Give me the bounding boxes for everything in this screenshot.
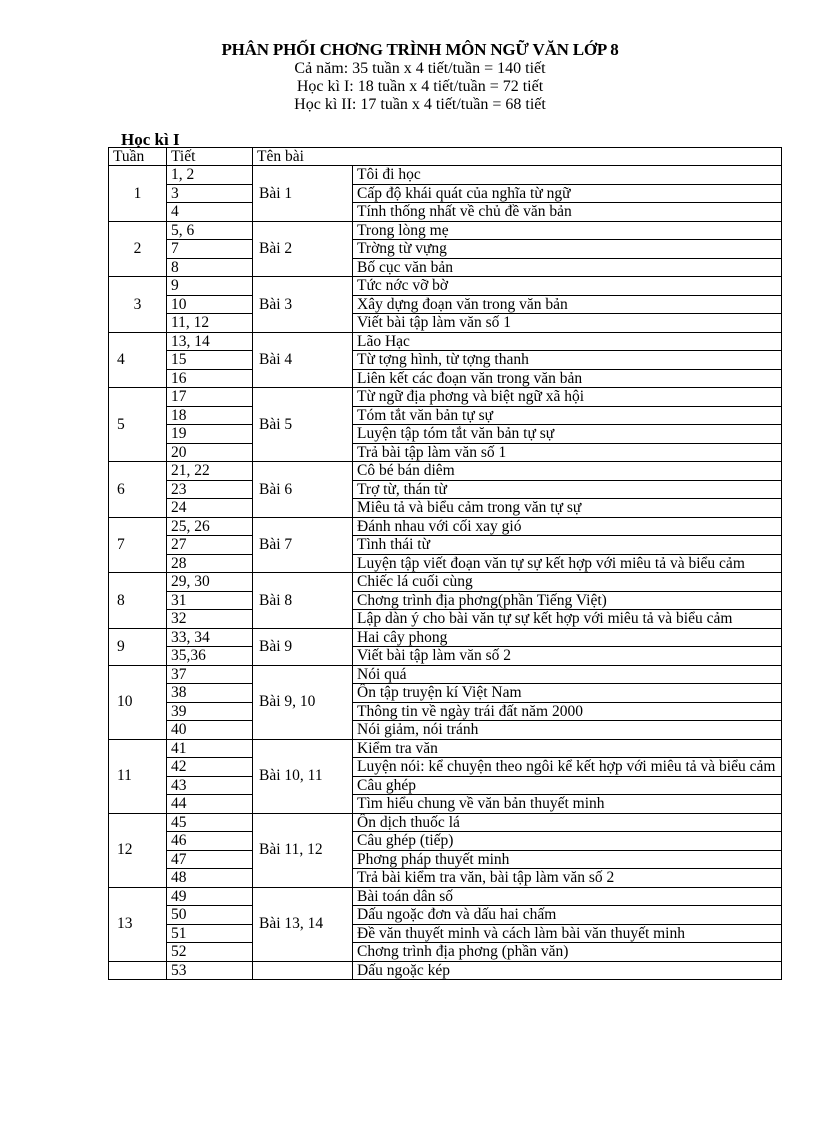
period-cell: 45 [167, 813, 253, 832]
week-cell: 4 [109, 332, 167, 388]
period-cell: 27 [167, 536, 253, 555]
lesson-title-cell: Xây dựng đoạn văn trong văn bản [353, 295, 782, 314]
table-row [109, 647, 782, 666]
period-cell: 13, 14 [167, 332, 253, 351]
period-cell: 4 [167, 203, 253, 222]
period-cell: 9 [167, 277, 253, 296]
period-cell: 39 [167, 702, 253, 721]
header-tiet: Tiết [167, 148, 253, 166]
lesson-title-cell: Nói quá [353, 665, 782, 684]
week-cell: 10 [109, 665, 167, 739]
lesson-title-cell: Tìm hiểu chung về văn bản thuyết minh [353, 795, 782, 814]
lesson-title-cell: Phơng pháp thuyết minh [353, 850, 782, 869]
lesson-title-cell: Dấu ngoặc đơn và dấu hai chấm [353, 906, 782, 925]
lesson-title-cell: Luyện tập tóm tắt văn bản tự sự [353, 425, 782, 444]
week-cell: 1 [109, 166, 167, 222]
table-row [109, 610, 782, 629]
period-cell: 21, 22 [167, 462, 253, 481]
table-row [109, 351, 782, 370]
table-row [109, 961, 782, 980]
lesson-title-cell: Trong lòng mẹ [353, 221, 782, 240]
table-row [109, 721, 782, 740]
table-row [109, 184, 782, 203]
week-cell: 9 [109, 628, 167, 665]
period-cell: 11, 12 [167, 314, 253, 333]
period-cell: 41 [167, 739, 253, 758]
table-row [109, 536, 782, 555]
week-cell: 6 [109, 462, 167, 518]
lesson-title-cell: Tình thái từ [353, 536, 782, 555]
period-cell: 38 [167, 684, 253, 703]
table-row [109, 240, 782, 259]
table-row [109, 924, 782, 943]
lesson-title-cell: Ôn dịch thuốc lá [353, 813, 782, 832]
table-row [109, 221, 782, 240]
period-cell: 29, 30 [167, 573, 253, 592]
lesson-title-cell: Cô bé bán diêm [353, 462, 782, 481]
table-row [109, 295, 782, 314]
period-cell: 28 [167, 554, 253, 573]
table-row [109, 203, 782, 222]
lesson-title-cell: Câu ghép [353, 776, 782, 795]
period-cell: 32 [167, 610, 253, 629]
period-cell: 20 [167, 443, 253, 462]
period-cell: 35,36 [167, 647, 253, 666]
period-cell: 53 [167, 961, 253, 980]
lesson-title-cell: Nói giảm, nói tránh [353, 721, 782, 740]
table-row [109, 758, 782, 777]
table-row [109, 258, 782, 277]
period-cell: 51 [167, 924, 253, 943]
table-row [109, 166, 782, 185]
table-header-row [109, 148, 782, 166]
lesson-title-cell: Cấp độ khái quát của nghĩa từ ngữ [353, 184, 782, 203]
week-cell: 12 [109, 813, 167, 887]
period-cell: 19 [167, 425, 253, 444]
table-row [109, 702, 782, 721]
table-row [109, 813, 782, 832]
table-row [109, 628, 782, 647]
table-row [109, 462, 782, 481]
table-row [109, 480, 782, 499]
lesson-group-cell: Bài 9, 10 [253, 665, 353, 739]
lesson-title-cell: Trả bài tập làm văn số 1 [353, 443, 782, 462]
table-row [109, 517, 782, 536]
period-cell: 15 [167, 351, 253, 370]
table-row [109, 906, 782, 925]
lesson-group-cell: Bài 7 [253, 517, 353, 573]
period-cell: 42 [167, 758, 253, 777]
period-cell: 50 [167, 906, 253, 925]
table-row [109, 739, 782, 758]
summary-semester-2: Học kì II: 17 tuần x 4 tiết/tuần = 68 tiết [294, 96, 546, 113]
week-cell: 5 [109, 388, 167, 462]
week-cell: 3 [109, 277, 167, 333]
lesson-title-cell: Bài toán dân số [353, 887, 782, 906]
summary-semester-1: Học kì I: 18 tuần x 4 tiết/tuần = 72 tiết [296, 78, 544, 95]
period-cell: 47 [167, 850, 253, 869]
lesson-group-cell: Bài 10, 11 [253, 739, 353, 813]
period-cell: 52 [167, 943, 253, 962]
table-row [109, 943, 782, 962]
header-tuan: Tuần [109, 148, 167, 166]
period-cell: 43 [167, 776, 253, 795]
week-cell: 11 [109, 739, 167, 813]
lesson-title-cell: Kiểm tra văn [353, 739, 782, 758]
lesson-title-cell: Đánh nhau với cối xay gió [353, 517, 782, 536]
table-row [109, 499, 782, 518]
semester-heading: Học kì I [121, 130, 180, 149]
period-cell: 31 [167, 591, 253, 610]
lesson-title-cell: Chơng trình địa phơng(phần Tiếng Việt) [353, 591, 782, 610]
lesson-title-cell: Tính thống nhất về chủ đề văn bản [353, 203, 782, 222]
week-cell: 8 [109, 573, 167, 629]
table-body [109, 166, 782, 980]
period-cell: 24 [167, 499, 253, 518]
lesson-group-cell: Bài 9 [253, 628, 353, 665]
lesson-title-cell: Viết bài tập làm văn số 2 [353, 647, 782, 666]
lesson-group-cell [253, 961, 353, 980]
lesson-title-cell: Bố cục văn bản [353, 258, 782, 277]
lesson-group-cell: Bài 13, 14 [253, 887, 353, 961]
lesson-title-cell: Chiếc lá cuối cùng [353, 573, 782, 592]
table-row [109, 406, 782, 425]
lesson-title-cell: Miêu tả và biểu cảm trong văn tự sự [353, 499, 782, 518]
lesson-title-cell: Chơng trình địa phơng (phần văn) [353, 943, 782, 962]
week-cell: 7 [109, 517, 167, 573]
period-cell: 10 [167, 295, 253, 314]
period-cell: 46 [167, 832, 253, 851]
lesson-title-cell: Trờng từ vựng [353, 240, 782, 259]
period-cell: 17 [167, 388, 253, 407]
lesson-title-cell: Tôi đi học [353, 166, 782, 185]
lesson-title-cell: Tức nớc vỡ bờ [353, 277, 782, 296]
period-cell: 49 [167, 887, 253, 906]
lesson-group-cell: Bài 5 [253, 388, 353, 462]
week-cell: 13 [109, 887, 167, 961]
lesson-title-cell: Hai cây phong [353, 628, 782, 647]
lesson-title-cell: Lập dàn ý cho bài văn tự sự kết hợp với miêu tả và biểu cảm [353, 610, 782, 629]
week-cell [109, 961, 167, 980]
period-cell: 7 [167, 240, 253, 259]
lesson-title-cell: Từ ngữ địa phơng và biệt ngữ xã hội [353, 388, 782, 407]
period-cell: 23 [167, 480, 253, 499]
table-row [109, 369, 782, 388]
table-row [109, 425, 782, 444]
table-row [109, 591, 782, 610]
table-row [109, 332, 782, 351]
period-cell: 40 [167, 721, 253, 740]
lesson-title-cell: Thông tin về ngày trái đất năm 2000 [353, 702, 782, 721]
period-cell: 33, 34 [167, 628, 253, 647]
table-row [109, 443, 782, 462]
lesson-group-cell: Bài 3 [253, 277, 353, 333]
document-title: PHÂN PHỐI CHƠNG TRÌNH MÔN NGỮ VĂN LỚP 8 [221, 40, 619, 59]
period-cell: 5, 6 [167, 221, 253, 240]
lesson-title-cell: Đề văn thuyết minh và cách làm bài văn thuyết minh [353, 924, 782, 943]
table-row [109, 388, 782, 407]
table-row [109, 554, 782, 573]
table-row [109, 869, 782, 888]
period-cell: 44 [167, 795, 253, 814]
lesson-group-cell: Bài 11, 12 [253, 813, 353, 887]
period-cell: 37 [167, 665, 253, 684]
table-row [109, 684, 782, 703]
lesson-title-cell: Câu ghép (tiếp) [353, 832, 782, 851]
lesson-group-cell: Bài 6 [253, 462, 353, 518]
lesson-title-cell: Trả bài kiểm tra văn, bài tập làm văn số 2 [353, 869, 782, 888]
lesson-title-cell: Luyện nói: kể chuyện theo ngôi kể kết hợp với miêu tả và biểu cảm [353, 758, 782, 777]
table-row [109, 795, 782, 814]
table-row [109, 832, 782, 851]
lesson-title-cell: Tóm tắt văn bản tự sự [353, 406, 782, 425]
lesson-group-cell: Bài 2 [253, 221, 353, 277]
table-row [109, 573, 782, 592]
period-cell: 8 [167, 258, 253, 277]
table-row [109, 314, 782, 333]
lesson-title-cell: Liên kết các đoạn văn trong văn bản [353, 369, 782, 388]
table-row [109, 277, 782, 296]
lesson-title-cell: Lão Hạc [353, 332, 782, 351]
summary-year: Cả năm: 35 tuần x 4 tiết/tuần = 140 tiết [294, 60, 546, 77]
lesson-group-cell: Bài 8 [253, 573, 353, 629]
lesson-title-cell: Dấu ngoặc kép [353, 961, 782, 980]
lesson-group-cell: Bài 1 [253, 166, 353, 222]
document-header [0, 40, 816, 114]
curriculum-table [108, 147, 782, 980]
period-cell: 1, 2 [167, 166, 253, 185]
lesson-title-cell: Luyện tập viết đoạn văn tự sự kết hợp với miêu tả và biểu cảm [353, 554, 782, 573]
table-row [109, 887, 782, 906]
table-row [109, 776, 782, 795]
period-cell: 16 [167, 369, 253, 388]
lesson-group-cell: Bài 4 [253, 332, 353, 388]
table-row [109, 665, 782, 684]
period-cell: 25, 26 [167, 517, 253, 536]
header-ten-bai: Tên bài [253, 148, 782, 166]
period-cell: 48 [167, 869, 253, 888]
lesson-title-cell: Từ tợng hình, từ tợng thanh [353, 351, 782, 370]
period-cell: 3 [167, 184, 253, 203]
period-cell: 18 [167, 406, 253, 425]
week-cell: 2 [109, 221, 167, 277]
lesson-title-cell: Ôn tập truyện kí Việt Nam [353, 684, 782, 703]
lesson-title-cell: Viết bài tập làm văn số 1 [353, 314, 782, 333]
table-row [109, 850, 782, 869]
lesson-title-cell: Trợ từ, thán từ [353, 480, 782, 499]
